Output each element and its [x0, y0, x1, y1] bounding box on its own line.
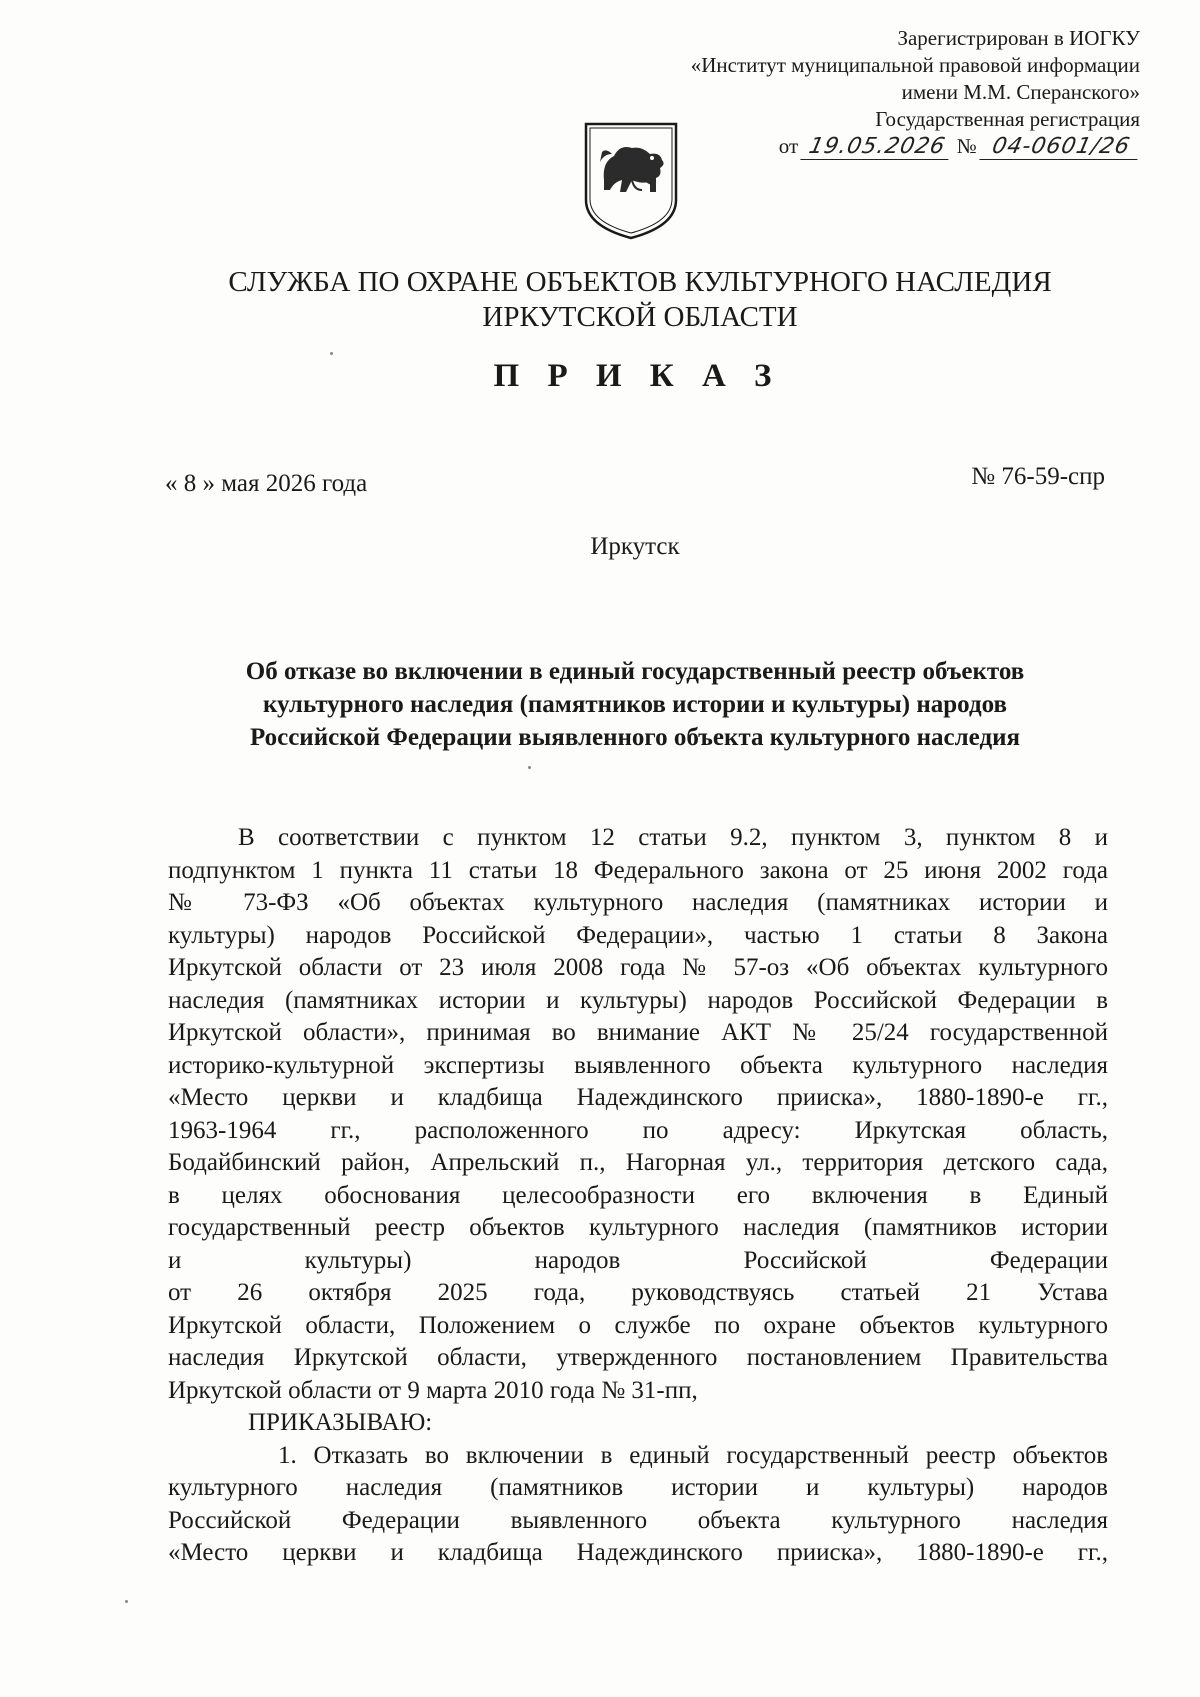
body-line: и культуры) народов Российской Федерации	[168, 1246, 1108, 1274]
document-city: Иркутск	[590, 533, 680, 560]
registration-date-handwritten: 19.05.2026	[801, 135, 954, 160]
body-line: Иркутской области, Положением о службе по охране объектов культурного	[168, 1311, 1108, 1339]
body-line: государственный реестр объектов культурного наследия (памятников истории	[168, 1214, 1108, 1241]
body-line: «Место церкви и кладбища Надеждинского прииска», 1880-1890-е гг.,	[168, 1084, 1108, 1111]
item-1-line: Российской Федерации выявленного объекта культурного наследия	[168, 1506, 1108, 1534]
order-word: ПРИКАЗЫВАЮ:	[248, 1409, 433, 1436]
document-type-title: П Р И К А З	[493, 358, 782, 394]
registration-line-2: «Институт муниципальной правовой информации	[690, 53, 1140, 77]
agency-line-2: ИРКУТСКОЙ ОБЛАСТИ	[482, 301, 798, 333]
scan-speck	[125, 1600, 128, 1603]
agency-line-1: СЛУЖБА ПО ОХРАНЕ ОБЪЕКТОВ КУЛЬТУРНОГО НАСЛЕДИЯ	[228, 266, 1052, 298]
document-number: № 76-59-спр	[971, 463, 1105, 490]
registration-number-label: №	[956, 134, 977, 158]
body-line: наследия (памятниках истории и культуры) народов Российской Федерации в	[168, 986, 1108, 1014]
scan-speck	[330, 352, 333, 355]
document-subject	[170, 655, 1100, 754]
body-line: № 73-ФЗ «Об объектах культурного наследия (памятниках истории и	[168, 889, 1108, 916]
registration-from-label: от	[778, 134, 799, 158]
body-line: Иркутской области», принимая во внимание АКТ № 25/24 государственной	[168, 1019, 1108, 1046]
scan-speck	[528, 766, 531, 769]
item-1-line: 1. Отказать во включении в единый государственный реестр объектов	[278, 1441, 1108, 1469]
body-line: от 26 октября 2025 года, руководствуясь статьей 21 Устава	[168, 1279, 1108, 1306]
body-line: В соответствии с пунктом 12 статьи 9.2, пунктом 3, пунктом 8 и	[238, 824, 1108, 851]
body-line: 1963-1964 гг., расположенного по адресу: Иркутская область,	[168, 1116, 1108, 1144]
body-line: Иркутской области от 23 июля 2008 года № 57-оз «Об объектах культурного	[168, 954, 1108, 981]
registration-line-4: Государственная регистрация	[875, 107, 1140, 131]
subject-line-1: Об отказе во включении в единый государственный реестр объектов	[245, 658, 1025, 685]
body-line: историко-культурной экспертизы выявленного объекта культурного наследия	[168, 1051, 1108, 1079]
registration-number-handwritten: 04-0601/26	[979, 135, 1142, 160]
registration-line-1: Зарегистрирован в ИОГКУ	[897, 26, 1140, 50]
subject-line-2: культурного наследия (памятников истории и культуры) народов	[262, 691, 1007, 718]
body-line: Иркутской области от 9 марта 2010 года № 31-пп,	[168, 1376, 698, 1404]
body-line: наследия Иркутской области, утвержденного постановлением Правительства	[168, 1344, 1108, 1371]
document-date: « 8 » мая 2026 года	[165, 470, 368, 497]
irkutsk-coat-of-arms-icon	[580, 118, 682, 242]
registration-line-3: имени М.М. Сперанского»	[901, 80, 1140, 104]
body-line: Бодайбинский район, Апрельский п., Нагорная ул., территория детского сада,	[168, 1149, 1108, 1176]
agency-heading	[0, 265, 1200, 335]
body-line: культуры) народов Российской Федерации», частью 1 статьи 8 Закона	[168, 921, 1108, 949]
body-line: подпунктом 1 пункта 11 статьи 18 Федерального закона от 25 июня 2002 года	[168, 856, 1108, 884]
body-line: в целях обоснования целесообразности его включения в Единый	[168, 1181, 1108, 1209]
subject-line-3: Российской Федерации выявленного объекта культурного наследия	[249, 724, 1021, 751]
document-body	[168, 822, 1108, 1570]
item-1-line: культурного наследия (памятников истории и культуры) народов	[168, 1474, 1108, 1501]
item-1-line: «Место церкви и кладбища Надеждинского прииска», 1880-1890-е гг.,	[168, 1539, 1108, 1566]
